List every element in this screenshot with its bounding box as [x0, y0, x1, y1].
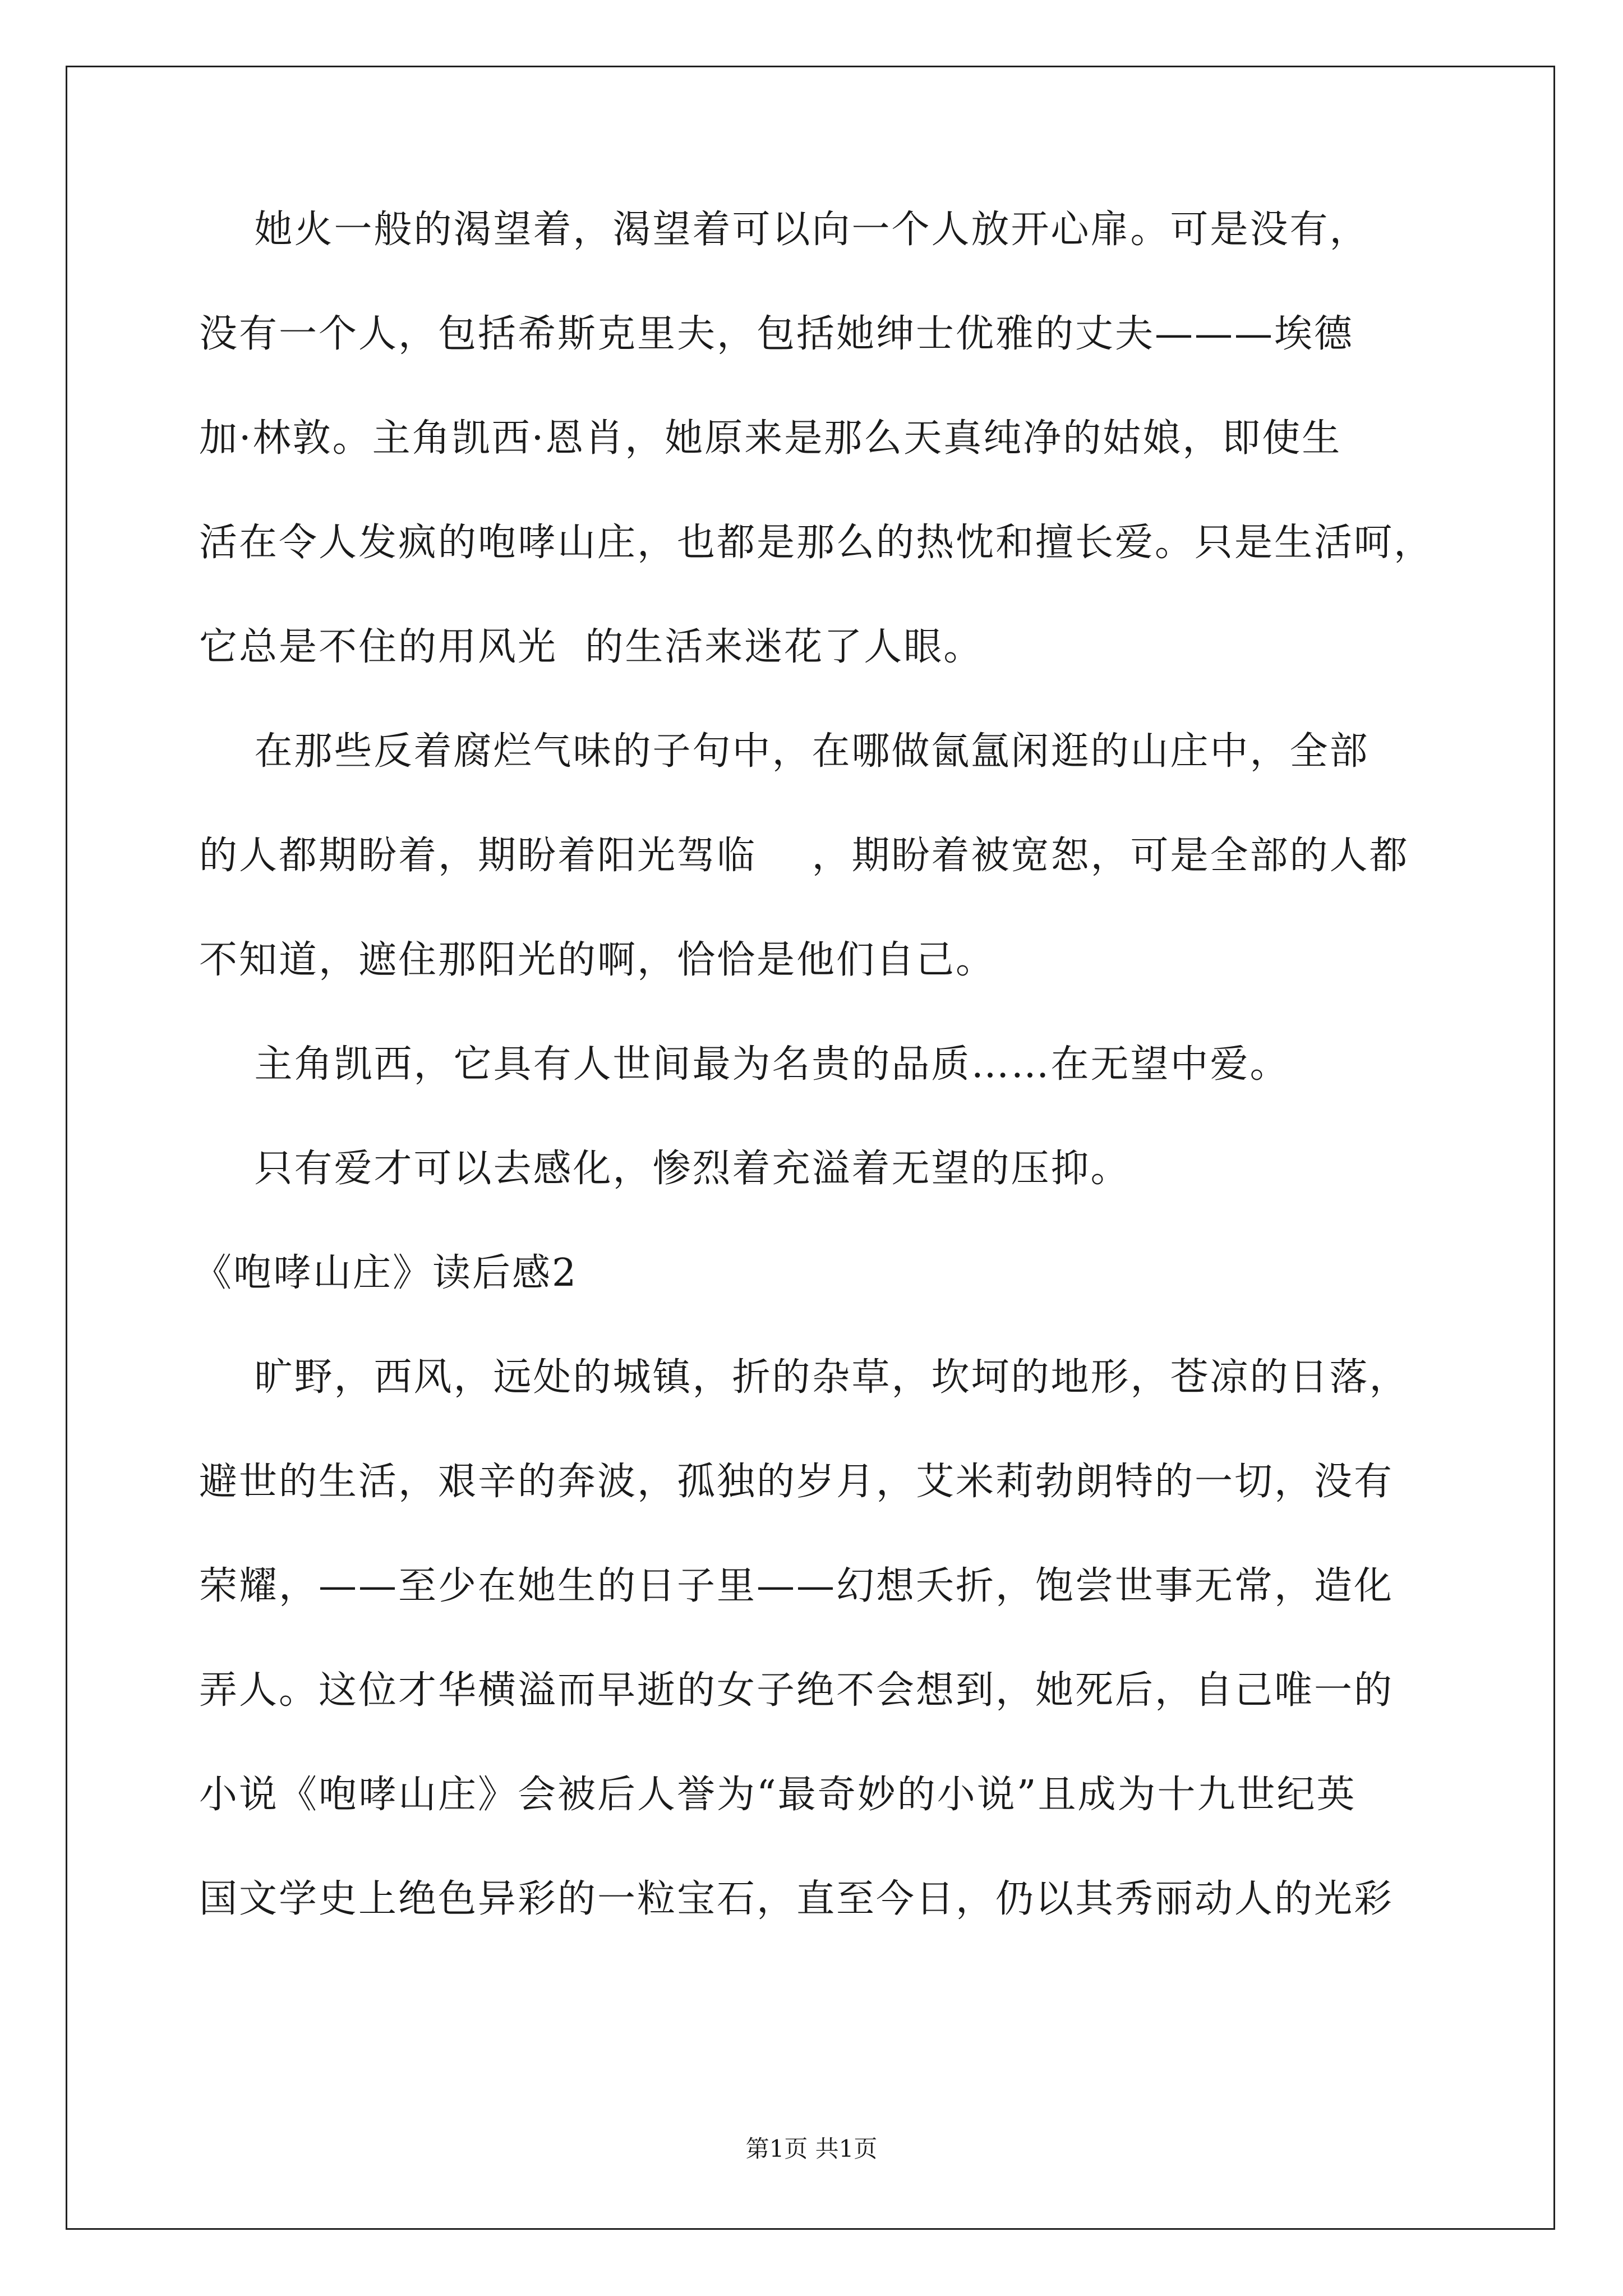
- text-line: 小说《咆哮山庄》会被后人誉为“最奇妙的小说”且成为十九世纪英: [199, 1773, 1357, 1817]
- text-line: 旷野，西风，远处的城镇，折的杂草，坎坷的地形，苍凉的日落，: [199, 1355, 1409, 1400]
- text-line: 她火一般的渴望着，渴望着可以向一个人放开心扉。可是没有，: [199, 208, 1370, 252]
- text-line: 只有爱才可以去感化，惨烈着充溢着无望的压抑。: [199, 1147, 1131, 1191]
- text-line: 活在令人发疯的咆哮山庄，也都是那么的热忱和擅长爱。只是生活呵，: [199, 521, 1434, 565]
- text-line: 它总是不住的用风光 的生活来迷花了人眼。: [199, 625, 984, 669]
- text-line: 主角凯西，它具有人世间最为名贵的品质……在无望中爱。: [199, 1042, 1290, 1087]
- page-number-footer: 第1页 共1页: [745, 2135, 878, 2162]
- text-line: 不知道，遮住那阳光的啊，恰恰是他们自己。: [199, 938, 996, 982]
- text-line: 加·林敦。主角凯西·恩肖，她原来是那么天真纯净的姑娘，即使生: [199, 416, 1342, 461]
- text-line: 的人都期盼着，期盼着阳光驾临 ，期盼着被宽恕，可是全部的人都: [199, 834, 1409, 878]
- text-line: 弄人。这位才华横溢而早逝的女子绝不会想到，她死后，自己唯一的: [199, 1668, 1394, 1713]
- text-line: 荣耀，——至少在她生的日子里——幻想夭折，饱尝世事无常，造化: [199, 1564, 1394, 1608]
- section-heading: 《咆哮山庄》读后感2: [193, 1251, 578, 1295]
- text-line: 国文学史上绝色异彩的一粒宝石，直至今日，仍以其秀丽动人的光彩: [199, 1877, 1394, 1921]
- text-line: 在那些反着腐烂气味的子句中，在哪做氤氲闲逛的山庄中，全部: [199, 729, 1370, 774]
- text-line: 没有一个人，包括希斯克里夫，包括她绅士优雅的丈夫———埃德: [199, 312, 1354, 356]
- text-line: 避世的生活，艰辛的奔波，孤独的岁月，艾米莉勃朗特的一切，没有: [199, 1460, 1394, 1504]
